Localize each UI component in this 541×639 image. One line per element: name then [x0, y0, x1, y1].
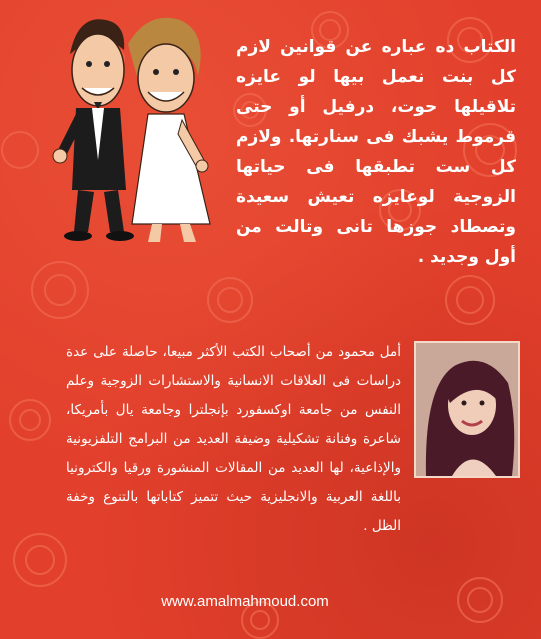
author-bio: أمل محمود من أصحاب الكتب الأكثر مبيعا، حاصلة على عدة دراسات فى العلاقات الانسانية والاستشارات الزوجية وعلم النفس من جامعة اوكسفورد بإنجلترا وجامعة يال بأمريكا، شاعرة وفنانة تشكيلية وضيفة العديد من البرامج التلفزيونية والإذاعية، لها العديد من المقالات المنشورة ورقيا والكترونيا باللغة العربية والانجليزية حيث تتميز كتاباتها بالتنوع وخفة الظل .	[66, 344, 401, 534]
author-website-link[interactable]: www.amalmahmoud.com	[161, 593, 329, 610]
couple-caricature	[48, 10, 218, 250]
book-blurb: الكتاب ده عباره عن قوانين لازم كل بنت نعمل بيها لو عايزه تلاقيلها حوت، درفيل أو حتى قرموط يشبك فى سنارتها. ولازم كل ست تطبقها فى حياتها الزوجية لوعايزه تعيش سعيدة وتصطاد جوزها تانى وتالت من أول وجديد .	[236, 37, 516, 267]
author-photo	[414, 341, 520, 478]
